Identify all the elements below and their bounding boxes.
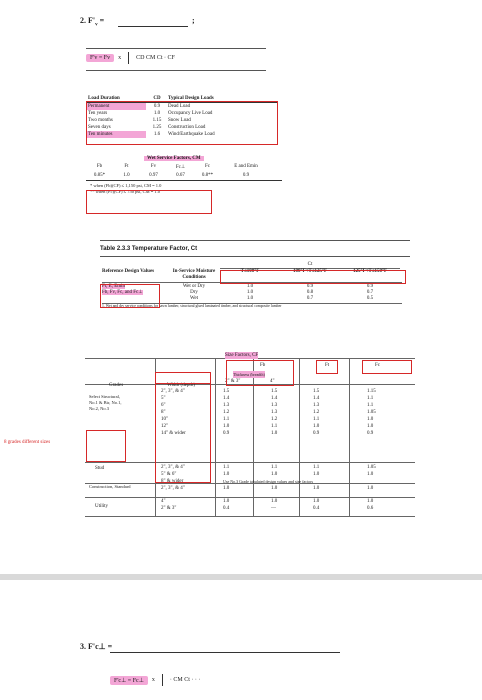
formula-factors: CD CM Ct · CF bbox=[136, 55, 175, 61]
question-3-answer-line bbox=[110, 652, 340, 653]
factor-cell: 1.0 bbox=[223, 499, 230, 504]
factor-cell: 1.5 bbox=[313, 389, 320, 394]
grade-group-construction: Construction, Standard bbox=[89, 484, 131, 489]
grades-label: Grades bbox=[109, 383, 124, 388]
formula-times: x bbox=[118, 55, 122, 61]
q2-formula bbox=[86, 52, 175, 64]
temperature-table-title: Table 2.3.3 Temperature Factor, Ct bbox=[100, 246, 198, 252]
temp-headers-box bbox=[220, 270, 406, 284]
wet-service-note-2: ** when (Fc)(CF) ≤ 750 psi, CM = 1.0 bbox=[90, 189, 161, 194]
table-row: Ten years 1.0 Occupancy Live Load bbox=[88, 111, 213, 116]
size-factors-table: Size Factors, CF Fb Ft Fc Thickness (breadth) 2" & 3" 4" Grades Width (depth) Select Structural, No.1 & Btr, No.1, No.2, No.3 Stud Construction, Standard Utility 2", 3", & 4" 1.5 1.5 1.5 1.15 5" 1.4 1.4 1.4 1.1 6" 1.3 1.3 1.3 1.1 8" 1.2 1.3 1.2 1.05 10" 1.1 1.2 1.1 1.0 12" 1.0 1.1 1.0 1.0 14" & wider 0.9 1.0 0.9 0.9 2", 3", & 4" 1.1 1.1 1.1 1.05 5" & 6" 1.0 1.0 1.0 1.0 8" & wider Use No.3 Grade tabulated design values and size factors 2", 3", & 4" 1.0 1.0 1.0 1.0 4" 1.0 1.0 1.0 1.0 2" & 3" 0.4 — 0.4 0.6 bbox=[85, 358, 415, 518]
load-duration-header: Load Duration CD Typical Design Loads bbox=[86, 95, 278, 103]
formula-top-rule bbox=[86, 48, 266, 49]
question-2-semicolon: ; bbox=[192, 16, 195, 25]
factor-cell: 0.4 bbox=[313, 506, 320, 511]
factor-cell: 1.4 bbox=[271, 396, 278, 401]
width-cell: 10" bbox=[161, 417, 169, 422]
factor-cell: 1.0 bbox=[313, 499, 320, 504]
factor-cell: 1.1 bbox=[313, 417, 320, 422]
width-column-box bbox=[155, 383, 211, 483]
width-cell: 12" bbox=[161, 424, 169, 429]
factor-cell: 1.0 bbox=[223, 424, 230, 429]
factor-cell: 1.0 bbox=[271, 486, 278, 491]
factor-cell: 1.0 bbox=[313, 472, 320, 477]
formula-lhs: F'v = Fv bbox=[86, 54, 114, 62]
width-cell: 6" bbox=[161, 403, 166, 408]
table-row: Ten minutes 1.6 Wind/Earthquake Load bbox=[88, 132, 215, 137]
width-cell: 2" & 3" bbox=[161, 506, 177, 511]
factor-cell: 0.9 bbox=[367, 431, 374, 436]
width-cell: 2", 3", & 4" bbox=[161, 389, 185, 394]
factor-cell: 1.2 bbox=[271, 417, 278, 422]
ft-column-box bbox=[316, 360, 338, 374]
factor-cell: 0.6 bbox=[367, 506, 374, 511]
factor-cell: 1.05 bbox=[367, 465, 376, 470]
factor-cell: 1.3 bbox=[271, 410, 278, 415]
factor-cell: 1.1 bbox=[367, 403, 374, 408]
width-cell: 14" & wider bbox=[161, 431, 186, 436]
question-2-answer-line bbox=[118, 26, 188, 27]
factor-cell: 1.3 bbox=[223, 403, 230, 408]
formula-lhs: F'c⊥ = Fc⊥ bbox=[110, 676, 148, 685]
document-page-2 bbox=[0, 580, 482, 700]
factor-cell: Use No.3 Grade tabulated design values and size factors bbox=[223, 479, 314, 484]
width-cell: 2", 3", & 4" bbox=[161, 465, 185, 470]
temperature-footnote: 1. Wet and dry service conditions for sawn lumber, structural glued laminated timber, and structural composite lumber bbox=[102, 303, 402, 309]
factor-cell: 1.0 bbox=[367, 417, 374, 422]
factor-cell: 1.5 bbox=[223, 389, 230, 394]
factor-cell: 1.1 bbox=[223, 417, 230, 422]
side-note-grades: 8 grades different sizes bbox=[4, 440, 51, 445]
grade-group-utility: Utility bbox=[95, 504, 109, 509]
temp-rows-box bbox=[100, 284, 160, 308]
factor-cell: 1.0 bbox=[313, 424, 320, 429]
question-2-heading: 2. $F'_v$ = bbox=[80, 16, 105, 28]
factor-cell: 1.0 bbox=[271, 499, 278, 504]
factor-cell: 1.5 bbox=[271, 389, 278, 394]
wet-service-headers: Fb Ft Fv Fc⊥ Fc E and Emin bbox=[96, 164, 258, 170]
table-row: Wet 1.0 0.7 0.5 bbox=[190, 296, 374, 301]
factor-cell: 0.4 bbox=[223, 506, 230, 511]
grade-group-1: Select Structural, No.1 & Btr, No.1, No.2, No.3 bbox=[89, 394, 122, 411]
load-duration-highlight-box bbox=[86, 101, 278, 145]
factor-cell: 1.0 bbox=[271, 472, 278, 477]
temperature-header-row: Reference Design Values In-Service Moisture Conditions T≤100°F 100°F<T≤125°F 125°F<T≤150°F bbox=[102, 269, 388, 280]
table-row: Fb, Fv, Fc, and Fc⊥ Dry 1.0 0.8 0.7 bbox=[102, 290, 374, 295]
factor-cell: 1.4 bbox=[223, 396, 230, 401]
factor-cell: 1.2 bbox=[313, 410, 320, 415]
factor-cell: 1.15 bbox=[367, 389, 376, 394]
width-cell: 5" & 6" bbox=[161, 472, 177, 477]
q3-formula bbox=[110, 674, 200, 686]
factor-cell: 1.0 bbox=[367, 486, 374, 491]
factor-cell: 1.3 bbox=[313, 403, 320, 408]
grade-group-box bbox=[86, 430, 126, 462]
factor-cell: 1.1 bbox=[367, 396, 374, 401]
wet-service-title: Wet Service Factors, CM bbox=[144, 156, 204, 161]
thickness-label: Thickness (breadth) bbox=[233, 372, 265, 377]
factor-cell: 1.3 bbox=[271, 403, 278, 408]
factor-cell: 1.0 bbox=[223, 486, 230, 491]
width-cell: 8" & wider bbox=[161, 479, 184, 484]
formula-factors: · CM Ct · · · bbox=[169, 677, 201, 683]
formula-divider bbox=[128, 52, 129, 64]
factor-cell: 1.0 bbox=[313, 486, 320, 491]
factor-cell: 1.1 bbox=[271, 424, 278, 429]
fc-label: Fc bbox=[375, 363, 380, 368]
factor-cell: 1.1 bbox=[223, 465, 230, 470]
ct-label: Ct bbox=[220, 262, 400, 269]
question-3-heading: 3. F'c⊥ = bbox=[80, 642, 113, 651]
formula-divider bbox=[162, 674, 163, 686]
width-cell: 2", 3", & 4" bbox=[161, 486, 185, 491]
fb-label: Fb bbox=[260, 363, 266, 368]
fc-column-box bbox=[362, 360, 412, 374]
fb-column-box bbox=[226, 360, 294, 386]
wet-service-rule bbox=[86, 180, 282, 181]
factor-cell: 1.0 bbox=[367, 472, 374, 477]
factor-cell: 1.0 bbox=[367, 424, 374, 429]
factor-cell: 0.9 bbox=[313, 431, 320, 436]
factor-cell: 0.9 bbox=[223, 431, 230, 436]
factor-cell: 1.0 bbox=[223, 472, 230, 477]
factor-cell: 1.4 bbox=[313, 396, 320, 401]
factor-cell: 1.1 bbox=[313, 465, 320, 470]
wet-service-notes-box bbox=[86, 190, 212, 214]
width-label: Width (depth) bbox=[167, 383, 195, 388]
formula-bottom-rule bbox=[86, 70, 266, 71]
factor-cell: 1.1 bbox=[271, 465, 278, 470]
factor-cell: 1.0 bbox=[271, 431, 278, 436]
wet-service-values: 0.85* 1.0 0.97 0.67 0.8** 0.9 bbox=[93, 173, 250, 178]
width-cell: 5" bbox=[161, 396, 166, 401]
ft-label: Ft bbox=[325, 363, 330, 368]
grade-group-stud: Stud bbox=[95, 466, 105, 471]
wet-service-note-1: * when (Fb)(CF) ≤ 1,150 psi, CM = 1.0 bbox=[90, 183, 162, 188]
table-row: Ft, E, Emin Wet or Dry 1.0 0.9 0.9 bbox=[102, 284, 374, 289]
size-factors-title: Size Factors, CF bbox=[225, 353, 259, 358]
temp-title-rule bbox=[100, 256, 410, 257]
table-row: Permanent 0.9 Dead Load bbox=[88, 104, 191, 109]
table-row: Seven days 1.25 Construction Load bbox=[88, 125, 206, 130]
table-row: Two months 1.15 Snow Load bbox=[88, 118, 191, 123]
factor-cell: 1.05 bbox=[367, 410, 376, 415]
formula-times: x bbox=[151, 677, 155, 683]
temp-top-rule bbox=[100, 240, 410, 241]
factor-cell: 1.2 bbox=[223, 410, 230, 415]
factor-cell: 1.0 bbox=[367, 499, 374, 504]
width-cell: 8" bbox=[161, 410, 166, 415]
width-cell: 4" bbox=[161, 499, 166, 504]
factor-cell: — bbox=[271, 506, 276, 511]
